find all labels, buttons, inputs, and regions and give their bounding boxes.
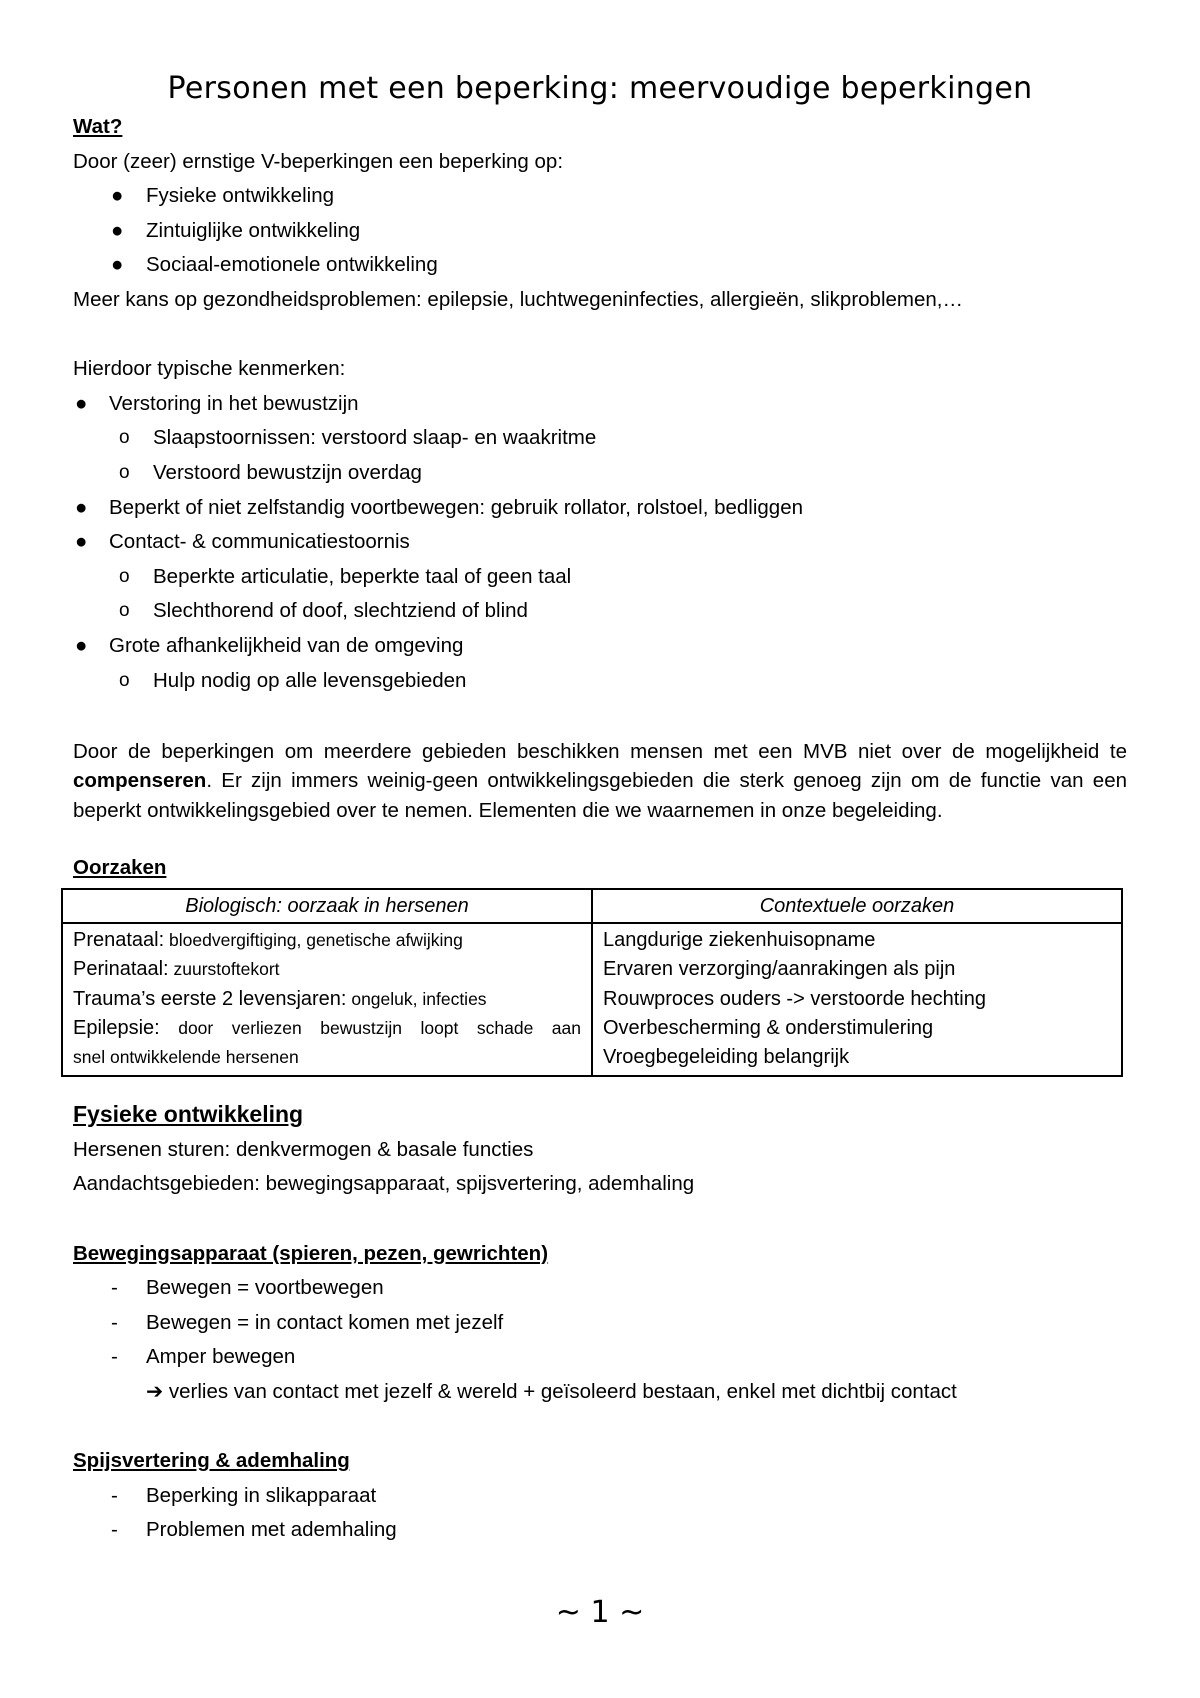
circle-bullet-icon: o <box>119 600 130 622</box>
dash-icon: - <box>111 1310 118 1334</box>
arrow-note: ➔ verlies van contact met jezelf & wereld + geïsoleerd bestaan, enkel met dichtbij contact <box>146 1379 957 1403</box>
fysiek-line: Hersenen sturen: denkvermogen & basale functies <box>73 1137 534 1161</box>
column-header: Contextuele oorzaken <box>592 889 1122 923</box>
column-header: Biologisch: oorzaak in hersenen <box>62 889 592 923</box>
bullet-icon: ● <box>75 633 88 657</box>
list-item: ● Contact- & communicatiestoornis <box>73 525 1127 560</box>
wat-intro: Door (zeer) ernstige V-beperkingen een beperking op: <box>73 149 564 173</box>
list-item: ● Verstoring in het bewustzijn <box>73 387 1127 422</box>
bullet-icon: ● <box>111 218 124 242</box>
list-item: - Beperking in slikapparaat <box>73 1479 1127 1514</box>
dash-icon: - <box>111 1518 118 1542</box>
fysiek-line: Aandachtsgebieden: bewegingsapparaat, spijsvertering, ademhaling <box>73 1172 695 1196</box>
arrow-right-icon: ➔ <box>146 1379 169 1403</box>
sub-list-item: o Hulp nodig op alle levensgebieden <box>73 664 1127 699</box>
list-item: ● Zintuiglijke ontwikkeling <box>73 214 1127 249</box>
bullet-icon: ● <box>75 530 88 554</box>
section-heading-fysiek: Fysieke ontwikkeling <box>73 1100 304 1127</box>
section-heading-spijs: Spijsvertering & ademhaling <box>73 1449 350 1473</box>
list-item: ● Sociaal-emotionele ontwikkeling <box>73 248 1127 283</box>
dash-icon: - <box>111 1483 118 1507</box>
page-number: ~ 1 ~ <box>555 1595 645 1630</box>
list-item: - Bewegen = voortbewegen <box>73 1271 1127 1306</box>
list-item: ● Grote afhankelijkheid van de omgeving <box>73 629 1127 664</box>
section-heading-wat: Wat? <box>73 115 123 138</box>
circle-bullet-icon: o <box>119 461 130 483</box>
list-item: - Problemen met ademhaling <box>73 1513 1127 1548</box>
health-problems: Meer kans op gezondheidsproblemen: epilepsie, luchtwegeninfecties, allergieën, slikproblemen,… <box>73 287 963 311</box>
bullet-icon: ● <box>75 391 88 415</box>
sub-list-item: o Verstoord bewustzijn overdag <box>73 456 1127 491</box>
dash-icon: - <box>111 1345 118 1369</box>
compensation-paragraph: Door de beperkingen om meerdere gebieden beschikken mensen met een MVB niet over de mogelijkheid te compenseren. Er zijn immers weinig-geen ontwikkelingsgebieden die sterk genoeg zijn om de functie van een beperkt ontwikkelingsgebied over te nemen. Elementen die we waarnemen in onze begeleiding. <box>73 739 1127 822</box>
sub-list-item: o Slechthorend of doof, slechtziend of blind <box>73 594 1127 629</box>
section-heading-beweging: Bewegingsapparaat (spieren, pezen, gewrichten) <box>73 1241 549 1265</box>
bullet-icon: ● <box>75 495 88 519</box>
table-cell-contextual: Langdurige ziekenhuisopname Ervaren verzorging/aanrakingen als pijn Rouwproces ouders -> verstoorde hechting Overbescherming & onderstimulering Vroegbegeleiding belangrijk <box>592 923 1122 1076</box>
table-header-row <box>62 889 1122 923</box>
sub-list-item: o Beperkte articulatie, beperkte taal of geen taal <box>73 560 1127 595</box>
table-row <box>62 923 1122 1076</box>
bullet-icon: ● <box>111 253 124 277</box>
list-item: - Bewegen = in contact komen met jezelf <box>73 1306 1127 1341</box>
list-item: ● Beperkt of niet zelfstandig voortbewegen: gebruik rollator, rolstoel, bedliggen <box>73 491 1127 526</box>
circle-bullet-icon: o <box>119 669 130 691</box>
circle-bullet-icon: o <box>119 427 130 449</box>
list-item: - Amper bewegen <box>73 1340 1127 1375</box>
sub-list-item: o Slaapstoornissen: verstoord slaap- en waakritme <box>73 421 1127 456</box>
section-heading-oorzaken: Oorzaken <box>73 856 167 880</box>
table-cell-biological: Prenataal: bloedvergiftiging, genetische afwijking Perinataal: zuurstoftekort Trauma’s eerste 2 levensjaren: ongeluk, infecties Epilepsie: door verliezen bewustzijn loopt schade aan snel ontwikkelende hersenen <box>62 923 592 1076</box>
page-title: Personen met een beperking: meervoudige beperkingen <box>167 71 1033 106</box>
bullet-icon: ● <box>111 184 124 208</box>
causes-table <box>61 888 1123 1077</box>
kenmerken-intro: Hierdoor typische kenmerken: <box>73 357 346 381</box>
dash-icon: - <box>111 1276 118 1300</box>
bold-term: compenseren <box>73 769 207 793</box>
list-item: ● Fysieke ontwikkeling <box>73 179 1127 214</box>
circle-bullet-icon: o <box>119 565 130 587</box>
